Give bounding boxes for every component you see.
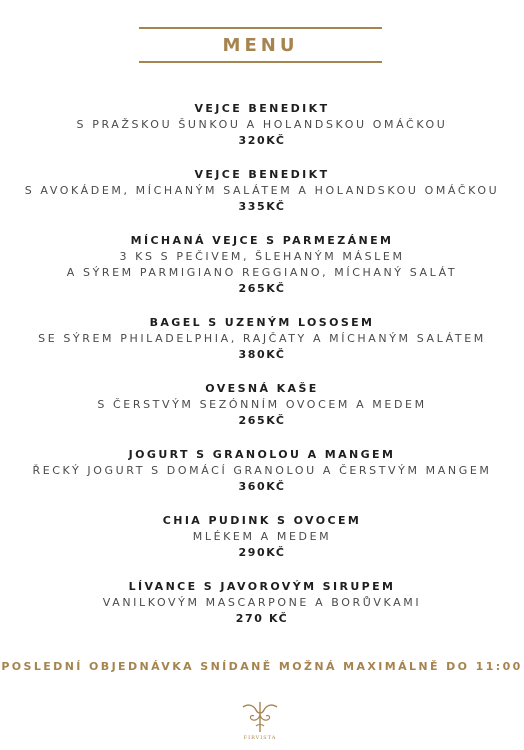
item-description: 3 KS S PEČIVEM, ŠLEHANÝM MÁSLEM	[119, 250, 405, 263]
item-price: 265KČ	[238, 414, 286, 427]
item-price: 290KČ	[238, 546, 286, 559]
item-description: S PRAŽSKOU ŠUNKOU A HOLANDSKOU OMÁČKOU	[76, 118, 448, 131]
menu-header	[139, 27, 382, 63]
item-description: SE SÝREM PHILADELPHIA, RAJČATY A MÍCHANÝM SALÁTEM	[38, 332, 486, 345]
logo-text: FIRVISTA	[243, 735, 277, 741]
menu-item	[0, 447, 524, 495]
item-description: VANILKOVÝM MASCARPONE A BORŮVKAMI	[102, 596, 422, 609]
last-order-note: POSLEDNÍ OBJEDNÁVKA SNÍDANĚ MOŽNÁ MAXIMÁLNĚ DO 11:00	[1, 660, 523, 673]
item-price: 360KČ	[238, 480, 286, 493]
menu-item	[0, 233, 524, 297]
item-name: LÍVANCE S JAVOROVÝM SIRUPEM	[128, 580, 396, 593]
item-description: MLÉKEM A MEDEM	[192, 530, 332, 543]
page-title: MENU	[222, 35, 299, 56]
item-description: A SÝREM PARMIGIANO REGGIANO, MÍCHANÝ SALÁT	[66, 266, 458, 279]
item-description: S AVOKÁDEM, MÍCHANÝM SALÁTEM A HOLANDSKOU OMÁČKOU	[24, 184, 500, 197]
item-name: OVESNÁ KAŠE	[205, 382, 319, 395]
item-name: BAGEL S UZENÝM LOSOSEM	[149, 316, 375, 329]
menu-item	[0, 101, 524, 149]
menu-item	[0, 513, 524, 561]
item-name: JOGURT S GRANOLOU A MANGEM	[128, 448, 396, 461]
item-description: S ČERSTVÝM SEZÓNNÍM OVOCEM A MEDEM	[97, 398, 427, 411]
item-price: 320KČ	[238, 134, 286, 147]
item-price: 335KČ	[238, 200, 286, 213]
header-bottom-rule	[139, 61, 382, 63]
item-price: 380KČ	[238, 348, 286, 361]
item-description: ŘECKÝ JOGURT S DOMÁCÍ GRANOLOU A ČERSTVÝM MANGEM	[32, 464, 492, 477]
menu-item	[0, 579, 524, 627]
item-name: VEJCE BENEDIKT	[194, 102, 330, 115]
header-top-rule	[139, 27, 382, 29]
item-name: MÍCHANÁ VEJCE S PARMEZÁNEM	[130, 234, 394, 247]
item-price: 270 KČ	[235, 612, 289, 625]
menu-items	[0, 101, 524, 645]
menu-item	[0, 167, 524, 215]
firvista-logo-icon	[240, 700, 280, 734]
menu-item	[0, 381, 524, 429]
firvista-logo	[237, 700, 283, 744]
item-name: VEJCE BENEDIKT	[194, 168, 330, 181]
item-price: 265KČ	[238, 282, 286, 295]
item-name: CHIA PUDINK S OVOCEM	[162, 514, 362, 527]
menu-item	[0, 315, 524, 363]
